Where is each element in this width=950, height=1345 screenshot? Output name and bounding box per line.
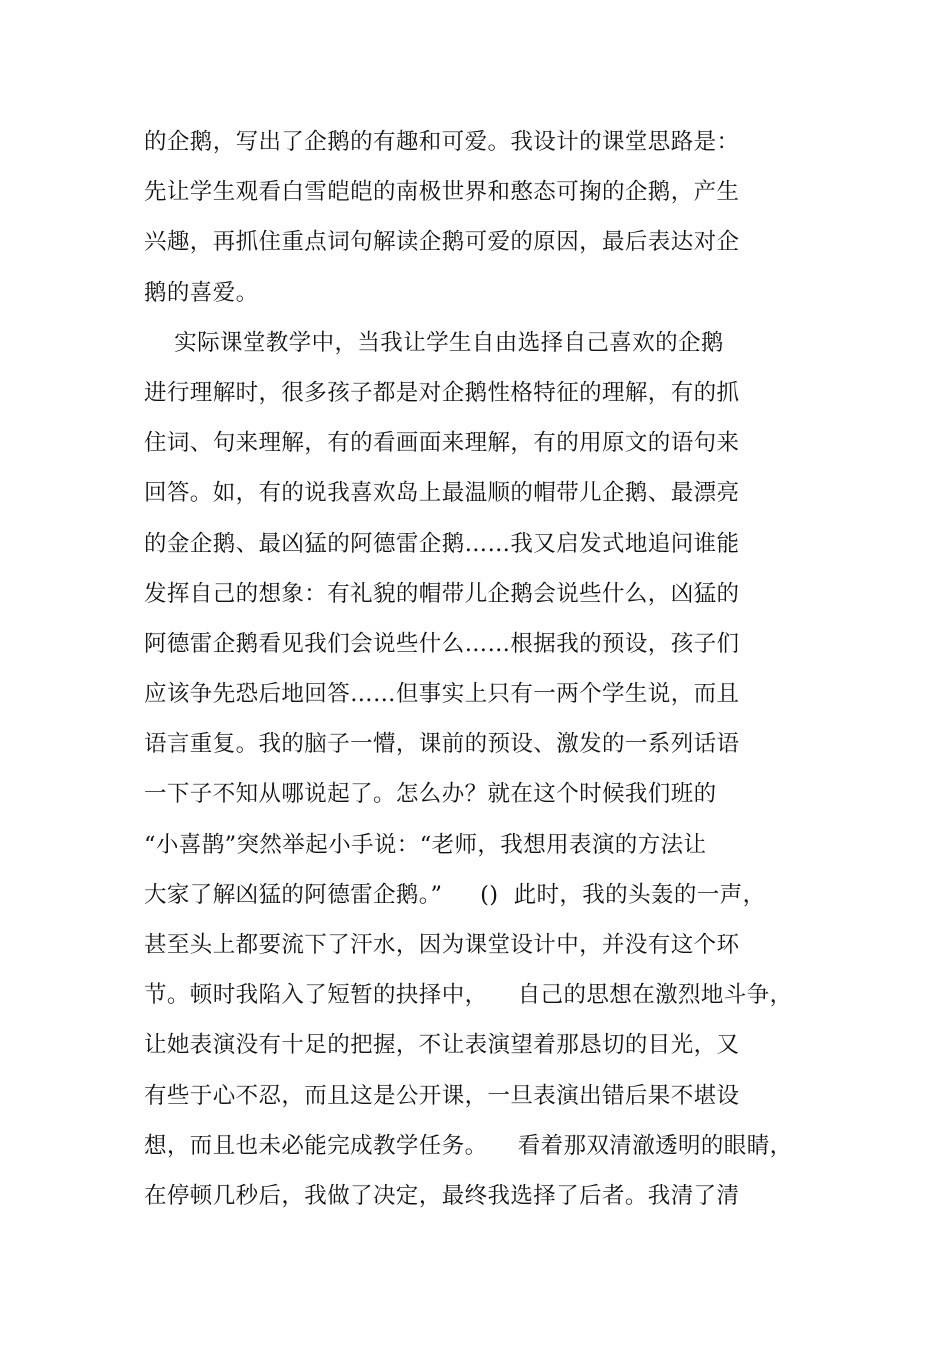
text-line: 回答。如，有的说我喜欢岛上最温顺的帽带儿企鹅、最漂亮: [144, 480, 740, 507]
text-line: 甚至头上都要流下了汗水，因为课堂设计中，并没有这个环: [144, 932, 740, 958]
text-line: 节。顿时我陷入了短暂的抉择中， 自己的思想在激烈地斗争，: [144, 982, 793, 1009]
text-line: “小喜鹊”突然举起小手说：“老师，我想用表演的方法让: [144, 831, 707, 858]
text-line: 一下子不知从哪说起了。怎么办？就在这个时候我们班的: [144, 781, 717, 808]
text-line: 在停顿几秒后，我做了决定，最终我选择了后者。我清了清: [144, 1182, 740, 1209]
text-line: 鹅的喜爱。: [144, 279, 259, 306]
text-line: 兴趣，再抓住重点词句解读企鹅可爱的原因，最后表达对企: [144, 229, 740, 256]
text-line: 的金企鹅、最凶猛的阿德雷企鹅……我又启发式地追问谁能: [144, 530, 740, 557]
text-line: 有些于心不忍，而且这是公开课，一旦表演出错后果不堪设: [144, 1082, 740, 1109]
text-line: 想，而且也未必能完成教学任务。 看着那双清澈透明的眼睛，: [144, 1132, 793, 1159]
text-line: 进行理解时，很多孩子都是对企鹅性格特征的理解，有的抓: [144, 379, 740, 406]
text-line: 住词、句来理解，有的看画面来理解，有的用原文的语句来: [144, 430, 740, 457]
text-line: 大家了解凶猛的阿德雷企鹅。” () 此时，我的头轰的一声，: [144, 881, 766, 908]
text-line: 发挥自己的想象：有礼貌的帽带儿企鹅会说些什么，凶猛的: [144, 580, 740, 607]
body-text: [144, 122, 793, 1226]
text-line: 语言重复。我的脑子一懵，课前的预设、激发的一系列话语: [144, 731, 740, 758]
text-line: 应该争先恐后地回答……但事实上只有一两个学生说，而且: [144, 681, 740, 708]
text-line: 阿德雷企鹅看见我们会说些什么……根据我的预设，孩子们: [144, 630, 740, 657]
text-line: 的企鹅，写出了企鹅的有趣和可爱。我设计的课堂思路是：: [144, 129, 740, 155]
text-line: 实际课堂教学中，当我让学生自由选择自己喜欢的企鹅: [144, 329, 724, 356]
text-line: 让她表演没有十足的把握，不让表演望着那恳切的目光，又: [144, 1032, 740, 1059]
text-line: 先让学生观看白雪皑皑的南极世界和憨态可掬的企鹅，产生: [144, 179, 740, 206]
